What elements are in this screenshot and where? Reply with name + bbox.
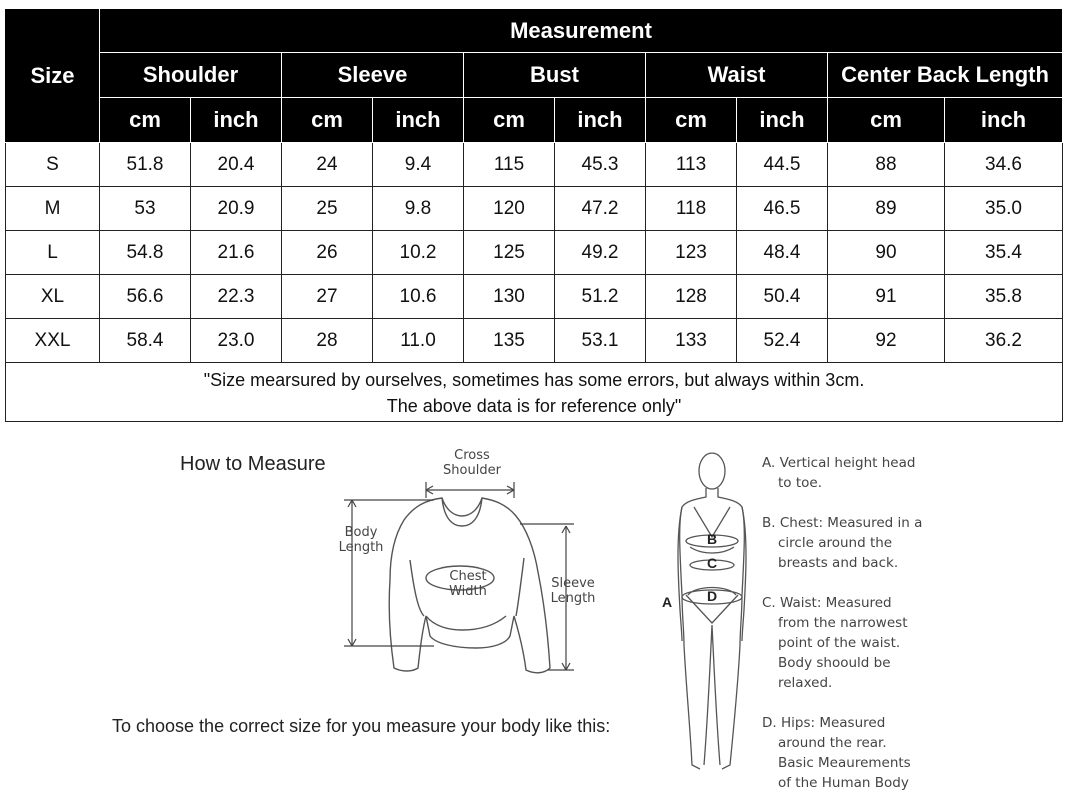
table-cell: 92 [828, 319, 945, 363]
letter-b: B [707, 531, 718, 547]
legend-b-line-3: breasts and back. [778, 555, 899, 571]
head-outline [699, 453, 725, 489]
letter-d: D [707, 588, 718, 604]
group-header-waist: Waist [646, 53, 828, 98]
table-cell: 118 [646, 187, 737, 231]
body-length-label-line-1: Body [344, 525, 378, 540]
size-cell: L [6, 231, 100, 275]
note-line-1: "Size mearsured by ourselves, sometimes has some errors, but always within 3cm. [203, 370, 865, 390]
size-cell: M [6, 187, 100, 231]
legend-c-line-5: relaxed. [778, 675, 833, 691]
legend-d-line-3: Basic Meaurements [778, 755, 911, 771]
unit-header-inch: inch [555, 98, 646, 143]
table-cell: 25 [282, 187, 373, 231]
legend-b [762, 513, 922, 573]
how-to-measure-title: How to Measure [180, 453, 326, 475]
table-cell: 133 [646, 319, 737, 363]
table-cell: 34.6 [945, 143, 1063, 187]
table-cell: 28 [282, 319, 373, 363]
legend-c-line-3: point of the waist. [778, 635, 901, 651]
measurement-header: Measurement [100, 9, 1063, 53]
unit-header-inch: inch [373, 98, 464, 143]
legend-b-line-2: circle around the [778, 535, 893, 551]
table-cell: 36.2 [945, 319, 1063, 363]
table-cell: 48.4 [737, 231, 828, 275]
group-header-bust: Bust [464, 53, 646, 98]
table-row [6, 187, 1063, 231]
cross-shoulder-label [432, 448, 512, 478]
legend-b-line-1: B. Chest: Measured in a [762, 515, 923, 531]
table-cell: 125 [464, 231, 555, 275]
unit-header-inch: inch [945, 98, 1063, 143]
table-cell: 21.6 [191, 231, 282, 275]
table-cell: 58.4 [100, 319, 191, 363]
letter-a: A [662, 594, 673, 610]
letter-c: C [707, 555, 718, 571]
table-cell: 115 [464, 143, 555, 187]
body-figure [660, 445, 760, 780]
table-cell: 51.8 [100, 143, 191, 187]
table-cell: 123 [646, 231, 737, 275]
table-cell: 46.5 [737, 187, 828, 231]
legend-d-line-1: D. Hips: Measured [762, 715, 886, 731]
sleeve-length-label-line-2: Length [550, 591, 596, 606]
table-cell: 23.0 [191, 319, 282, 363]
table-cell: 35.0 [945, 187, 1063, 231]
table-cell: 54.8 [100, 231, 191, 275]
table-cell: 20.9 [191, 187, 282, 231]
table-cell: 10.6 [373, 275, 464, 319]
size-header: Size [6, 9, 100, 143]
table-cell: 51.2 [555, 275, 646, 319]
table-cell: 24 [282, 143, 373, 187]
group-header-sleeve: Sleeve [282, 53, 464, 98]
legend-c-line-2: from the narrowest [778, 615, 908, 631]
group-header-center-back-length: Center Back Length [828, 53, 1063, 98]
size-cell: XXL [6, 319, 100, 363]
table-cell: 10.2 [373, 231, 464, 275]
table-cell: 50.4 [737, 275, 828, 319]
table-cell: 9.4 [373, 143, 464, 187]
table-cell: 44.5 [737, 143, 828, 187]
table-cell: 22.3 [191, 275, 282, 319]
legend-a [762, 453, 915, 493]
legend-a-line-2: to toe. [778, 475, 822, 491]
sweater-collar [442, 498, 482, 526]
table-cell: 26 [282, 231, 373, 275]
unit-header-inch: inch [191, 98, 282, 143]
unit-header-cm: cm [282, 98, 373, 143]
table-cell: 88 [828, 143, 945, 187]
size-cell: XL [6, 275, 100, 319]
body-length-label [334, 525, 388, 555]
size-cell: S [6, 143, 100, 187]
table-cell: 56.6 [100, 275, 191, 319]
body-length-label-line-2: Length [338, 540, 384, 555]
chest-width-label-line-1: Chest [449, 569, 487, 584]
table-cell: 35.4 [945, 231, 1063, 275]
legend-d [762, 713, 911, 793]
unit-header-cm: cm [828, 98, 945, 143]
table-cell: 45.3 [555, 143, 646, 187]
size-chart-table [5, 8, 1063, 422]
table-cell: 89 [828, 187, 945, 231]
table-cell: 120 [464, 187, 555, 231]
legend-c-line-1: C. Waist: Measured [762, 595, 892, 611]
table-cell: 113 [646, 143, 737, 187]
cross-shoulder-label-line-2: Shoulder [443, 463, 501, 478]
unit-header-cm: cm [646, 98, 737, 143]
size-note [6, 363, 1063, 422]
table-row [6, 143, 1063, 187]
unit-header-inch: inch [737, 98, 828, 143]
table-row [6, 231, 1063, 275]
table-cell: 47.2 [555, 187, 646, 231]
table-cell: 52.4 [737, 319, 828, 363]
table-cell: 90 [828, 231, 945, 275]
table-cell: 91 [828, 275, 945, 319]
cross-shoulder-label-line-1: Cross [454, 448, 490, 463]
table-cell: 135 [464, 319, 555, 363]
table-cell: 35.8 [945, 275, 1063, 319]
sleeve-length-label [542, 576, 604, 606]
chest-width-label-line-2: Width [449, 584, 487, 599]
unit-header-cm: cm [100, 98, 191, 143]
table-cell: 130 [464, 275, 555, 319]
table-row [6, 319, 1063, 363]
table-cell: 9.8 [373, 187, 464, 231]
legend-c [762, 593, 907, 693]
table-cell: 11.0 [373, 319, 464, 363]
legend-c-line-4: Body shoould be [778, 655, 891, 671]
table-row [6, 275, 1063, 319]
table-cell: 128 [646, 275, 737, 319]
table-cell: 49.2 [555, 231, 646, 275]
table-cell: 20.4 [191, 143, 282, 187]
table-cell: 53.1 [555, 319, 646, 363]
group-header-shoulder: Shoulder [100, 53, 282, 98]
chest-width-label [438, 569, 498, 599]
instruction-text: To choose the correct size for you measure your body like this: [112, 716, 611, 736]
note-row [6, 363, 1063, 422]
unit-header-cm: cm [464, 98, 555, 143]
legs-outline [684, 625, 740, 769]
table-cell: 53 [100, 187, 191, 231]
legend-d-line-4: of the Human Body [778, 775, 909, 791]
legend-d-line-2: around the rear. [778, 735, 887, 751]
legend-a-line-1: A. Vertical height head [762, 455, 916, 471]
note-line-2: The above data is for reference only" [386, 396, 682, 416]
table-cell: 27 [282, 275, 373, 319]
sleeve-length-label-line-1: Sleeve [551, 576, 595, 591]
